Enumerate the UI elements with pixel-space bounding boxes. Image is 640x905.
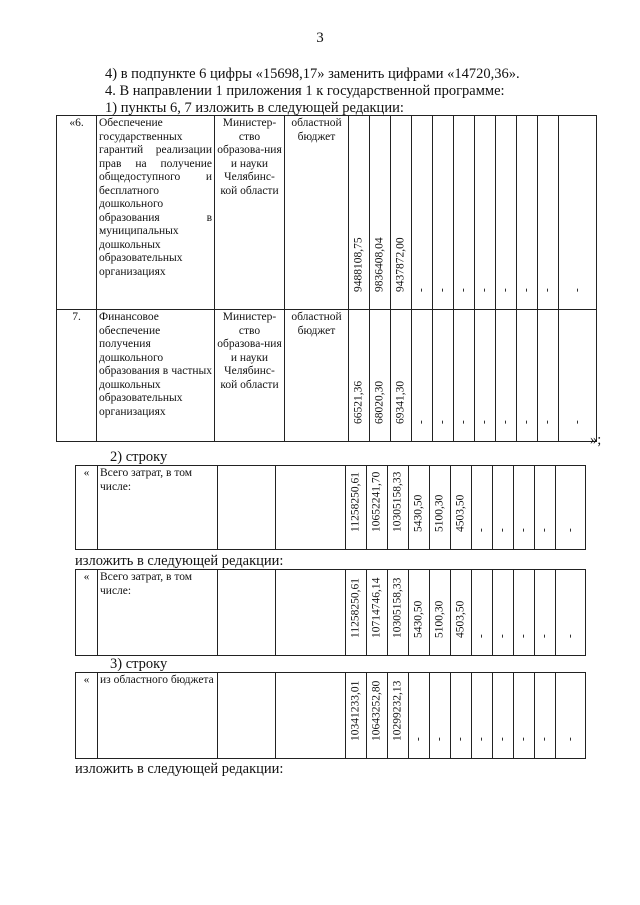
value-cell: - (457, 287, 470, 292)
value-cell: 5100,30 (433, 494, 446, 532)
value-cell: - (570, 287, 583, 292)
quote-mark: « (76, 673, 98, 759)
value-cell: - (436, 287, 449, 292)
value-cell: - (415, 419, 428, 424)
paragraph-amend-subpoint: 4) в подпункте 6 цифры «15698,17» заменить цифрами «14720,36». (105, 66, 520, 82)
page-number: 3 (316, 30, 324, 46)
quote-mark: « (76, 466, 98, 550)
value-cell: 9488108,75 (352, 236, 365, 292)
funding-source: областной бюджет (285, 116, 349, 310)
paragraph-row-2: 2) строку (110, 449, 168, 465)
value-cell: - (457, 419, 470, 424)
row-label: Всего затрат, в том числе: (98, 570, 218, 656)
value-cell: 10305158,33 (391, 471, 404, 532)
value-cell: - (433, 736, 446, 741)
value-cell: - (499, 287, 512, 292)
value-cell: - (541, 287, 554, 292)
value-cell: 4503,50 (454, 600, 467, 638)
table-items-6-7 (56, 115, 597, 442)
value-cell: - (496, 633, 509, 638)
value-cell: - (538, 633, 551, 638)
row-number: 7. (57, 310, 97, 442)
table-regional-budget (75, 672, 586, 759)
table-row (76, 466, 586, 550)
value-cell: - (415, 287, 428, 292)
value-cell: 68020,30 (373, 380, 386, 424)
value-cell: - (412, 736, 425, 741)
value-cell: 11258250,61 (349, 471, 362, 532)
value-cell: - (520, 287, 533, 292)
measure-name: Финансовое обеспечение получения дошкольного образования в частных дошкольных образовательных организациях (97, 310, 215, 442)
value-cell: - (570, 419, 583, 424)
table-total-new (75, 569, 586, 656)
table-row (76, 570, 586, 656)
value-cell: - (517, 633, 530, 638)
value-cell: 10299232,13 (391, 680, 404, 741)
value-cell: - (436, 419, 449, 424)
value-cell: 66521,36 (352, 380, 365, 424)
value-cell: - (478, 419, 491, 424)
value-cell: - (496, 527, 509, 532)
value-cell: 10714746,14 (370, 577, 383, 638)
table-total-old (75, 465, 586, 550)
value-cell: 10652241,70 (370, 471, 383, 532)
value-cell: 10341233,01 (349, 680, 362, 741)
value-cell: - (454, 736, 467, 741)
value-cell: 4503,50 (454, 494, 467, 532)
value-cell: - (563, 736, 576, 741)
value-cell: - (517, 736, 530, 741)
executor: Министер-ство образова-ния и науки Челябинс-кой области (215, 116, 285, 310)
value-cell: - (475, 736, 488, 741)
table-row (57, 116, 597, 310)
value-cell: 69341,30 (394, 380, 407, 424)
value-cell: - (496, 736, 509, 741)
value-cell: - (563, 633, 576, 638)
table-closing-mark: »; (590, 432, 602, 448)
value-cell: 10643252,80 (370, 680, 383, 741)
paragraph-items-6-7: 1) пункты 6, 7 изложить в следующей редакции: (105, 100, 404, 116)
value-cell: 5430,50 (412, 494, 425, 532)
value-cell: - (499, 419, 512, 424)
executor: Министер-ство образова-ния и науки Челябинс-кой области (215, 310, 285, 442)
row-label: из областного бюджета (98, 673, 218, 759)
table-row (57, 310, 597, 442)
paragraph-row-3: 3) строку (110, 656, 168, 672)
value-cell: 5430,50 (412, 600, 425, 638)
paragraph-replace-1: изложить в следующей редакции: (75, 553, 284, 569)
value-cell: - (538, 736, 551, 741)
measure-name: Обеспечение государственных гарантий реализации прав на получение общедоступного и бесплатного дошкольного образования в муниципальных дошкольных образовательных организациях (97, 116, 215, 310)
value-cell: - (517, 527, 530, 532)
paragraph-direction-1: 4. В направлении 1 приложения 1 к государственной программе: (105, 83, 505, 99)
value-cell: - (475, 527, 488, 532)
table-row (76, 673, 586, 759)
value-cell: 9836408,04 (373, 236, 386, 292)
quote-mark: « (76, 570, 98, 656)
value-cell: 11258250,61 (349, 577, 362, 638)
funding-source: областной бюджет (285, 310, 349, 442)
value-cell: - (541, 419, 554, 424)
value-cell: 5100,30 (433, 600, 446, 638)
row-label: Всего затрат, в том числе: (98, 466, 218, 550)
value-cell: - (478, 287, 491, 292)
value-cell: 9437872,00 (394, 236, 407, 292)
value-cell: - (520, 419, 533, 424)
paragraph-replace-2: изложить в следующей редакции: (75, 761, 284, 777)
row-number: «6. (57, 116, 97, 310)
value-cell: 10305158,33 (391, 577, 404, 638)
value-cell: - (475, 633, 488, 638)
value-cell: - (563, 527, 576, 532)
value-cell: - (538, 527, 551, 532)
